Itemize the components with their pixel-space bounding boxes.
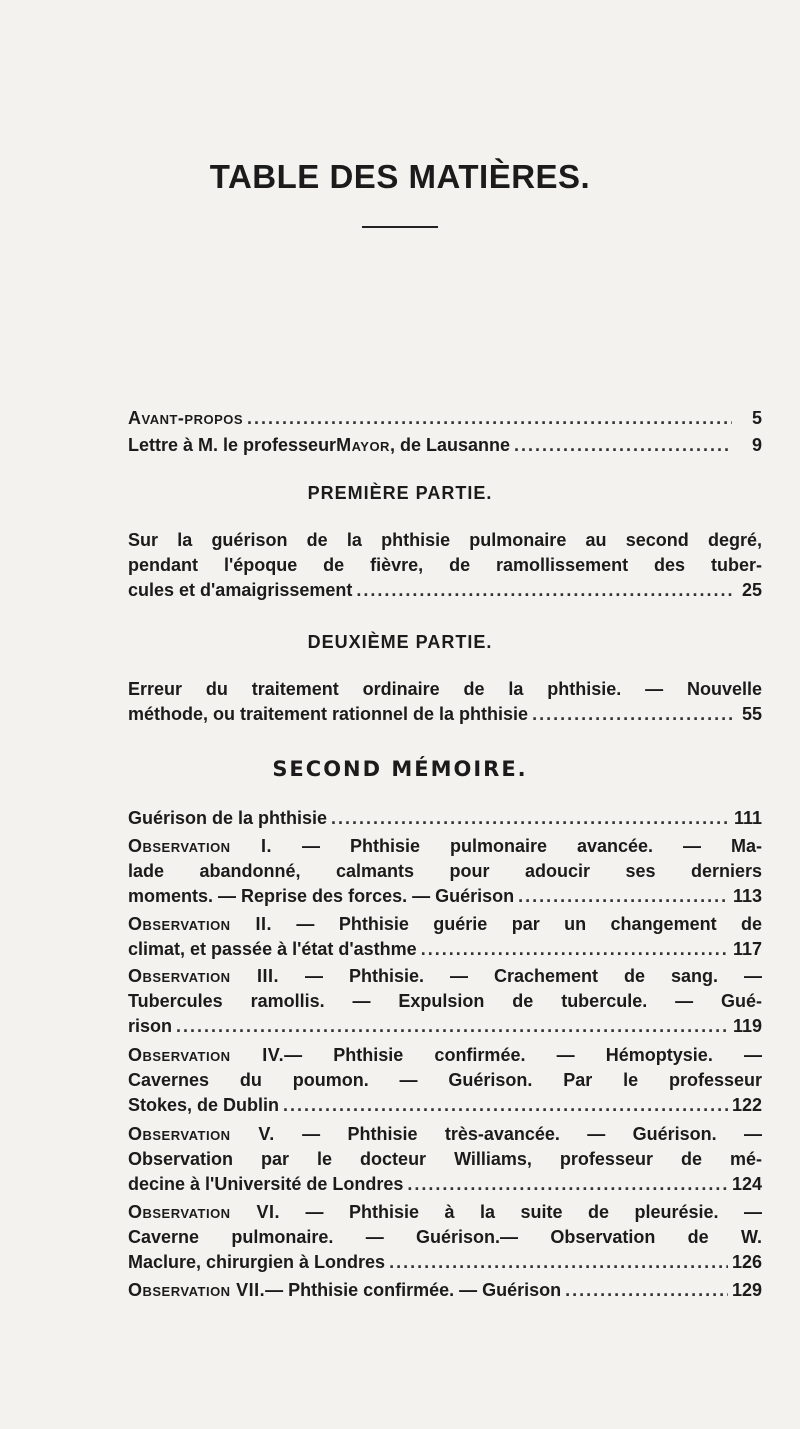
leader-dots: [331, 806, 730, 831]
page-number: 5: [751, 408, 762, 428]
page-number: 9: [751, 435, 762, 455]
section-heading-second-memoire: SECOND MÉMOIRE.: [272, 757, 528, 781]
toc-entry-observation-4[interactable]: [128, 1043, 762, 1118]
observation-label: Observation IV.: [128, 1045, 285, 1065]
toc-entry-observation-6[interactable]: [128, 1200, 762, 1275]
entry-line: rison: [128, 1016, 173, 1036]
entry-line: Stokes, de Dublin: [128, 1095, 280, 1115]
entry-line: — Phthisie à la suite de pleurésie. —: [280, 1202, 762, 1222]
page-number: 113: [732, 886, 762, 906]
leader-dots: [514, 433, 732, 458]
page-number: 124: [731, 1174, 762, 1194]
page-number: 122: [731, 1095, 762, 1115]
observation-label: Observation I.: [128, 836, 273, 856]
page-number: 25: [741, 580, 762, 600]
toc-entry-deuxieme-partie[interactable]: [128, 677, 762, 727]
entry-line: Maclure, chirurgien à Londres: [128, 1252, 386, 1272]
entry-text-pre: Lettre à M. le professeur: [128, 435, 337, 455]
page-title: TABLE DES MATIÈRES.: [209, 158, 591, 195]
section-heading-deuxieme-partie: DEUXIÈME PARTIE.: [307, 632, 493, 652]
leader-dots: [407, 1172, 728, 1197]
toc-entry-premiere-partie[interactable]: [128, 528, 762, 603]
entry-line: cules et d'amaigrissement: [128, 580, 353, 600]
toc-entry-guerison[interactable]: [128, 806, 762, 831]
toc-entry-observation-2[interactable]: [128, 912, 762, 962]
entry-line: — Phthisie confirmée. — Guérison: [265, 1280, 562, 1300]
leader-dots: [421, 937, 729, 962]
entry-label: Avant-propos: [128, 408, 244, 428]
toc-entry-observation-1[interactable]: [128, 834, 762, 909]
entry-line: climat, et passée à l'état d'asthme: [128, 939, 417, 959]
entry-line: — Phthisie confirmée. — Hémoptysie. —: [284, 1045, 762, 1065]
entry-line: Caverne pulmonaire. — Guérison.— Observation de W.: [128, 1227, 762, 1247]
page-number: 55: [741, 704, 762, 724]
page-number: 119: [732, 1016, 762, 1036]
observation-label: Observation V.: [128, 1124, 275, 1144]
leader-dots: [565, 1278, 728, 1303]
entry-line: méthode, ou traitement rationnel de la phthisie: [128, 704, 529, 724]
leader-dots: [176, 1014, 729, 1039]
entry-line: Erreur du traitement ordinaire de la phthisie. — Nouvelle: [128, 679, 762, 699]
toc-entry-observation-7[interactable]: [128, 1278, 762, 1303]
leader-dots: [389, 1250, 728, 1275]
leader-dots: [283, 1093, 728, 1118]
page-number: 111: [733, 808, 762, 828]
entry-line: Tubercules ramollis. — Expulsion de tubercule. — Gué-: [128, 991, 762, 1011]
observation-label: Observation VII.: [128, 1280, 266, 1300]
title-rule: [362, 226, 438, 228]
observation-label: Observation VI.: [128, 1202, 281, 1222]
entry-text-post: , de Lausanne: [389, 435, 510, 455]
entry-line: moments. — Reprise des forces. — Guérison: [128, 886, 515, 906]
entry-line: pendant l'époque de fièvre, de ramollissement des tuber-: [128, 555, 762, 575]
observation-label: Observation II.: [128, 914, 272, 934]
toc-entry-observation-3[interactable]: [128, 964, 762, 1039]
entry-line: — Phthisie pulmonaire avancée. — Ma-: [272, 836, 762, 856]
entry-line: — Phthisie guérie par un changement de: [272, 914, 762, 934]
page-number: 126: [731, 1252, 762, 1272]
leader-dots: [532, 702, 732, 727]
entry-line: — Phthisie très-avancée. — Guérison. —: [274, 1124, 763, 1144]
toc-entry-observation-5[interactable]: [128, 1122, 762, 1197]
entry-line: Sur la guérison de la phthisie pulmonaire au second degré,: [128, 530, 762, 550]
page-number: 129: [731, 1280, 762, 1300]
leader-dots: [518, 884, 729, 909]
entry-line: lade abandonné, calmants pour adoucir ses derniers: [128, 861, 762, 881]
entry-text-name: Mayor: [336, 435, 390, 455]
entry-line: Observation par le docteur Williams, professeur de mé-: [128, 1149, 762, 1169]
entry-line: — Phthisie. — Crachement de sang. —: [279, 966, 763, 986]
toc-entry-lettre[interactable]: [128, 433, 762, 458]
page-number: 117: [732, 939, 762, 959]
observation-label: Observation III.: [128, 966, 280, 986]
leader-dots: [356, 578, 732, 603]
leader-dots: [247, 406, 732, 431]
entry-line: decine à l'Université de Londres: [128, 1174, 404, 1194]
entry-line: Cavernes du poumon. — Guérison. Par le professeur: [128, 1070, 762, 1090]
toc-entry-avant-propos[interactable]: [128, 406, 762, 431]
section-heading-premiere-partie: PREMIÈRE PARTIE.: [307, 483, 493, 503]
entry-line: Guérison de la phthisie: [128, 808, 328, 828]
